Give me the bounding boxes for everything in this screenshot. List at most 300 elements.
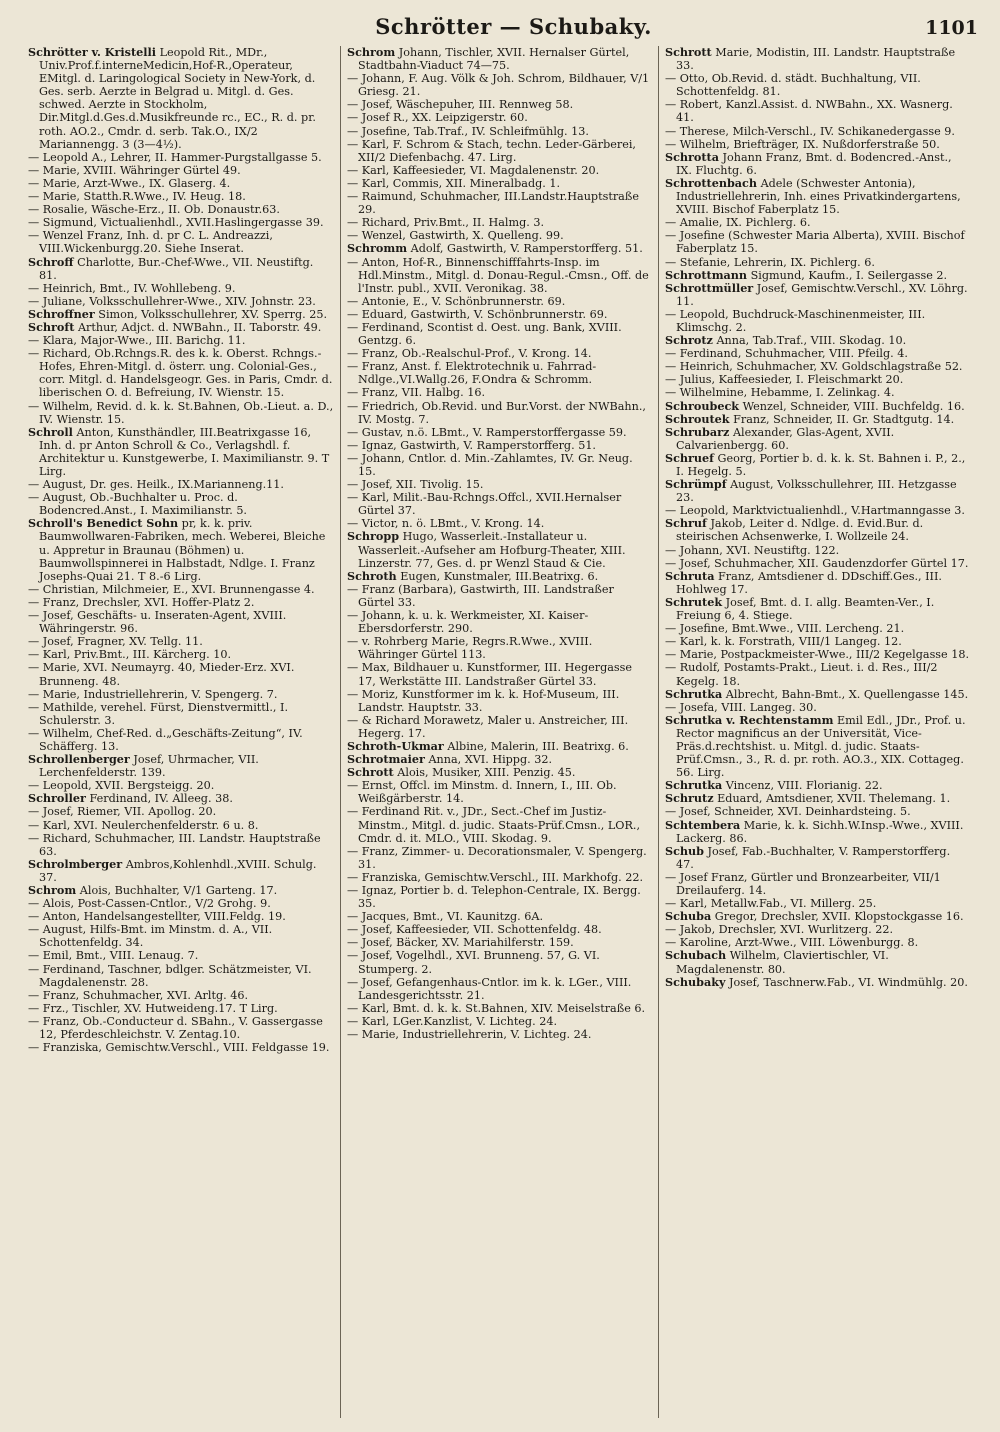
directory-entry xyxy=(665,98,970,124)
entry-details: — Josef, Bäcker, XV. Mariahilferstr. 159. xyxy=(347,936,574,950)
entry-details: — Franziska, Gemischtw.Verschl., III. Markhofg. 22. xyxy=(347,870,644,884)
directory-entry xyxy=(665,151,970,177)
directory-entry xyxy=(28,46,334,151)
entry-surname: Schrotta xyxy=(665,149,719,164)
entry-details: — Wenzel Franz, Inh. d. pr C. L. Andreazzi, VIII.Wickenburgg.20. Siehe Inserat. xyxy=(28,229,273,256)
entry-details: Anton, Kunsthändler, III.Beatrixgasse 16, Inh. d. pr Anton Schroll & Co., Verlagshdl. f. Architektur u. Kunstgewerbe, I. Maximilianstr. 9. T Lirg. xyxy=(39,425,330,478)
entry-details: Marie, Modistin, III. Landstr. Hauptstraße 33. xyxy=(676,46,956,73)
directory-entry xyxy=(347,491,652,517)
directory-entry xyxy=(665,504,970,517)
entry-details: — Ferdinand, Taschner, bdlger. Schätzmeister, VI. Magdalenenstr. 28. xyxy=(28,962,312,989)
entry-details: — Christian, Milchmeier, E., XVI. Brunnengasse 4. xyxy=(28,582,315,596)
entry-details: — Karoline, Arzt-Wwe., VIII. Löwenburgg. 8. xyxy=(665,936,919,950)
entry-details: — Marie, Postpackmeister-Wwe., III/2 Kegelgasse 18. xyxy=(665,648,970,662)
entry-details: — Josefine, Bmt.Wwe., VIII. Lercheng. 21. xyxy=(665,622,905,636)
entry-details: — Karl, Milit.-Bau-Rchngs.Offcl., XVII.Hernalser Gürtel 37. xyxy=(347,491,622,518)
directory-entry xyxy=(28,1015,334,1041)
entry-details: Alois, Musiker, XIII. Penzig. 45. xyxy=(397,766,576,780)
directory-entry xyxy=(665,570,970,596)
entry-details: — Franz, Anst. f. Elektrotechnik u. Fahrrad-Ndlge.,VI.Wallg.26, F.Ondra & Schromm. xyxy=(347,360,597,387)
directory-entry xyxy=(28,400,334,426)
directory-entry xyxy=(28,923,334,949)
entry-details: — Antonie, E., V. Schönbrunnerstr. 69. xyxy=(347,294,566,308)
entry-details: — Friedrich, Ob.Revid. und Bur.Vorst. der NWBahn., IV. Mostg. 7. xyxy=(347,399,646,426)
directory-entry xyxy=(28,805,334,818)
entry-surname: Schruf xyxy=(665,516,707,531)
entry-details: Josef, Uhrmacher, VII. Lerchenfelderstr. 139. xyxy=(39,753,259,780)
entry-details: Anna, XVI. Hippg. 32. xyxy=(428,753,553,767)
entry-details: — Jacques, Bmt., VI. Kaunitzg. 6A. xyxy=(347,910,544,924)
entry-surname: Schtembera xyxy=(665,817,741,832)
directory-entry xyxy=(347,661,652,687)
entry-surname: Schruta xyxy=(665,568,715,583)
entry-details: — Ernst, Offcl. im Minstm. d. Innern, I., III. Ob. Weißgärberstr. 14. xyxy=(347,779,617,806)
entry-details: — Ferdinand Rit. v., JDr., Sect.-Chef im Justiz-Minstm., Mitgl. d. judic. Staats-Prüf.Cmsn., LOR., Cmdr. d. it. MLO., VIII. Skodag. 9. xyxy=(347,805,641,845)
entry-details: Josef, Gemischtw.Verschl., XV. Löhrg. 11. xyxy=(676,281,968,308)
directory-entry xyxy=(665,976,970,989)
directory-entry xyxy=(665,819,970,845)
entry-details: — Franz, Ob.-Realschul-Prof., V. Krong. 14. xyxy=(347,347,592,361)
directory-entry xyxy=(347,321,652,347)
entry-details: — Rosalie, Wäsche-Erz., II. Ob. Donaustr.63. xyxy=(28,203,280,217)
directory-entry xyxy=(28,635,334,648)
entry-surname: Schrottmüller xyxy=(665,280,754,295)
directory-entry xyxy=(28,819,334,832)
entry-details: — Leopold, Buchdruck-Maschinenmeister, III. Klimschg. 2. xyxy=(665,307,926,334)
directory-entry xyxy=(28,897,334,910)
entry-details: — Eduard, Gastwirth, V. Schönbrunnerstr. 69. xyxy=(347,307,608,321)
entry-details: — Moriz, Kunstformer im k. k. Hof-Museum, III. Landstr. Hauptstr. 33. xyxy=(347,687,620,714)
entry-surname: Schrolmberger xyxy=(28,856,123,871)
directory-entry xyxy=(28,1041,334,1054)
directory-entry xyxy=(665,373,970,386)
directory-entry xyxy=(665,334,970,347)
directory-entry xyxy=(347,360,652,386)
entry-details: — Johann, Cntlor. d. Min.-Zahlamtes, IV. Gr. Neug. 15. xyxy=(347,451,633,478)
directory-entry xyxy=(665,452,970,478)
directory-entry xyxy=(347,308,652,321)
directory-entry xyxy=(28,910,334,923)
entry-details: — Karl, k. k. Forstrath, VIII/1 Langeg. 12. xyxy=(665,635,902,649)
directory-entry xyxy=(665,688,970,701)
entry-surname: Schroff xyxy=(28,254,74,269)
entry-surname: Schroth-Ukmar xyxy=(347,738,444,753)
entry-details: Jakob, Leiter d. Ndlge. d. Evid.Bur. d. steirischen Achsenwerke, I. Wollzeile 24. xyxy=(676,517,924,544)
running-title: Schrötter — Schubaky. xyxy=(375,14,652,39)
entry-details: — August, Dr. ges. Heilk., IX.Marianneng.11. xyxy=(28,478,284,492)
entry-details: — Max, Bildhauer u. Kunstformer, III. Hegergasse 17, Werkstätte III. Landstraßer Gürtel 33. xyxy=(347,661,633,688)
entry-details: Josef, Bmt. d. I. allg. Beamten-Ver., I. Freiung 6, 4. Stiege. xyxy=(676,595,935,623)
entry-details: Albrecht, Bahn-Bmt., X. Quellengasse 145. xyxy=(725,687,969,701)
entry-surname: Schrutka v. Rechtenstamm xyxy=(665,712,834,727)
directory-entry xyxy=(347,46,652,72)
directory-entry xyxy=(665,845,970,871)
entry-details: Alexander, Glas-Agent, XVII. Calvarienbergg. 60. xyxy=(676,425,895,452)
entry-details: — Josefine (Schwester Maria Alberta), XVIII. Bischof Faberplatz 15. xyxy=(665,229,965,256)
entry-details: — Marie, XVIII. Währinger Gürtel 49. xyxy=(28,163,241,177)
directory-entry xyxy=(347,386,652,399)
entry-details: — Karl, Priv.Bmt., III. Kärcherg. 10. xyxy=(28,648,232,662)
entry-surname: Schrutka xyxy=(665,778,723,793)
entry-details: — Franz, Drechsler, XVI. Hoffer-Platz 2. xyxy=(28,595,255,609)
directory-entry xyxy=(28,949,334,962)
entry-details: — Karl, Commis, XII. Mineralbadg. 1. xyxy=(347,176,561,190)
entry-surname: Schrotz xyxy=(665,333,713,348)
directory-entry xyxy=(28,334,334,347)
directory-entry xyxy=(28,229,334,255)
entry-details: — Anton, Handelsangestellter, VIII.Feldg. 19. xyxy=(28,910,286,924)
directory-entry xyxy=(665,923,970,936)
directory-entry xyxy=(347,688,652,714)
directory-entry xyxy=(347,570,652,583)
directory-entry xyxy=(665,216,970,229)
entry-details: — Johann, k. u. k. Werkmeister, XI. Kaiser-Ebersdorferstr. 290. xyxy=(347,609,589,636)
entry-details: — Julius, Kaffeesieder, I. Fleischmarkt 20. xyxy=(665,373,904,387)
directory-entry xyxy=(28,478,334,491)
entry-surname: Schromm xyxy=(347,241,408,256)
directory-entry xyxy=(665,229,970,255)
directory-entry xyxy=(665,46,970,72)
entry-details: Marie, k. k. Sichh.W.Insp.-Wwe., XVIII. Lackerg. 86. xyxy=(676,818,964,845)
entry-details: — Heinrich, Schuhmacher, XV. Goldschlagstraße 52. xyxy=(665,360,963,374)
directory-entry xyxy=(28,151,334,164)
entry-details: Georg, Portier b. d. k. k. St. Bahnen i. P., 2., I. Hegelg. 5. xyxy=(676,451,966,478)
directory-entry xyxy=(665,544,970,557)
entry-surname: Schroll's Benedict Sohn xyxy=(28,516,179,531)
directory-entry xyxy=(28,858,334,884)
directory-entry xyxy=(28,282,334,295)
columns xyxy=(22,46,978,1418)
entry-details: — Marie, Industriellehrerin, V. Lichteg. 24. xyxy=(347,1028,592,1042)
directory-entry xyxy=(347,164,652,177)
entry-details: — Karl, Metallw.Fab., VI. Millerg. 25. xyxy=(665,897,877,911)
entry-surname: Schuba xyxy=(665,909,712,924)
entry-details: Gregor, Drechsler, XVII. Klopstockgasse 16. xyxy=(714,910,964,924)
column-right xyxy=(658,46,976,1418)
entry-details: — & Richard Morawetz, Maler u. Anstreicher, III. Hegerg. 17. xyxy=(347,713,629,740)
directory-entry xyxy=(347,138,652,164)
entry-details: August, Volksschullehrer, III. Hetzgasse 23. xyxy=(676,478,957,505)
entry-details: — Johann, F. Aug. Völk & Joh. Schrom, Bildhauer, V/1 Griesg. 21. xyxy=(347,72,650,99)
entry-details: — Franz (Barbara), Gastwirth, III. Landstraßer Gürtel 33. xyxy=(347,582,614,609)
entry-details: Albine, Malerin, III. Beatrixg. 6. xyxy=(447,739,629,753)
entry-details: pr, k. k. priv. Baumwollwaren-Fabriken, mech. Weberei, Bleiche u. Appretur in Braunau (Böhmen) u. Baumwollspinnerei in Halbstadt, Ndlge. I. Franz Josephs-Quai 21. T 8.-6 Lirg. xyxy=(39,517,326,583)
directory-entry xyxy=(347,256,652,295)
directory-entry xyxy=(28,792,334,805)
directory-entry xyxy=(347,766,652,779)
entry-details: — Karl, Bmt. d. k. k. St.Bahnen, XIV. Meiselstraße 6. xyxy=(347,1001,646,1015)
directory-entry xyxy=(28,609,334,635)
directory-entry xyxy=(347,242,652,255)
entry-details: — Wenzel, Gastwirth, X. Quelleng. 99. xyxy=(347,229,564,243)
entry-surname: Schroll xyxy=(28,424,73,439)
directory-entry xyxy=(347,845,652,871)
entry-surname: Schrom xyxy=(347,46,396,59)
entry-surname: Schubaky xyxy=(665,974,726,989)
directory-entry xyxy=(28,426,334,478)
directory-entry xyxy=(28,832,334,858)
directory-entry xyxy=(28,164,334,177)
directory-entry xyxy=(28,884,334,897)
directory-entry xyxy=(665,949,970,975)
entry-details: — Josef R., XX. Leipzigerstr. 60. xyxy=(347,111,528,125)
directory-entry xyxy=(347,347,652,360)
entry-details: Franz, Amtsdiener d. DDschiff.Ges., III. Hohlweg 17. xyxy=(676,569,942,596)
page-number: 1101 xyxy=(925,17,978,39)
entry-details: — Robert, Kanzl.Assist. d. NWBahn., XX. Wasnerg. 41. xyxy=(665,98,953,125)
entry-details: — Alois, Post-Cassen-Cntlor., V/2 Grohg. 9. xyxy=(28,897,271,911)
directory-entry xyxy=(347,1002,652,1015)
entry-details: Sigmund, Kaufm., I. Seilergasse 2. xyxy=(750,268,948,282)
directory-entry xyxy=(28,661,334,687)
entry-details: — Franziska, Gemischtw.Verschl., VIII. Feldgasse 19. xyxy=(28,1041,330,1055)
directory-entry xyxy=(28,256,334,282)
entry-details: Emil Edl., JDr., Prof. u. Rector magnificus an der Universität, Vice-Präs.d.rechtshist. u. Mitgl. d. judic. Staats-Prüf.Cmsn., 3., R. d. pr. roth. AO.3., XIX. Cottageg. 56. Lirg. xyxy=(676,713,966,780)
entry-details: Josef, Fab.-Buchhalter, V. Ramperstorfferg. 47. xyxy=(676,844,951,871)
entry-details: — Frz., Tischler, XV. Hutweideng.17. T Lirg. xyxy=(28,1001,278,1015)
entry-details: — Mathilde, verehel. Fürst, Dienstvermittl., I. Schulerstr. 3. xyxy=(28,700,289,727)
entry-details: — Josef, Schuhmacher, XII. Gaudenzdorfer Gürtel 17. xyxy=(665,556,969,570)
entry-details: — Josefa, VIII. Langeg. 30. xyxy=(665,700,817,714)
entry-details: — Josef, Geschäfts- u. Inseraten-Agent, XVIII. Währingerstr. 96. xyxy=(28,609,287,636)
entry-details: — Therese, Milch-Verschl., IV. Schikanedergasse 9. xyxy=(665,124,955,138)
directory-entry xyxy=(347,714,652,740)
entry-details: — Wilhelm, Chef-Red. d.„Geschäfts-Zeitung“, IV. Schäfferg. 13. xyxy=(28,726,303,753)
directory-entry xyxy=(347,871,652,884)
entry-details: — Karl, F. Schrom & Stach, techn. Leder-Gärberei, XII/2 Diefenbachg. 47. Lirg. xyxy=(347,137,636,164)
entry-details: Charlotte, Bur.-Chef-Wwe., VII. Neustiftg. 81. xyxy=(39,255,314,282)
directory-entry xyxy=(665,72,970,98)
entry-surname: Schrötter v. Kristelli xyxy=(28,46,156,59)
entry-surname: Schrottenbach xyxy=(665,175,757,190)
directory-entry xyxy=(347,635,652,661)
directory-entry xyxy=(665,871,970,897)
entry-details: Johann Franz, Bmt. d. Bodencred.-Anst., IX. Fluchtg. 6. xyxy=(676,150,952,177)
entry-details: — Wilhelm, Revid. d. k. k. St.Bahnen, Ob.-Lieut. a. D., IV. Wienstr. 15. xyxy=(28,399,334,426)
directory-entry xyxy=(665,177,970,216)
entry-surname: Schrümpf xyxy=(665,477,727,492)
entry-details: Simon, Volksschullehrer, XV. Sperrg. 25. xyxy=(98,307,328,321)
entry-details: Hugo, Wasserleit.-Installateur u. Wasserleit.-Aufseher am Hofburg-Theater, XIII. Linzerstr. 77, Ges. d. pr Wenzl Staud & Cie. xyxy=(358,530,626,570)
entry-details: Arthur, Adjct. d. NWBahn., II. Taborstr. 49. xyxy=(77,320,322,334)
entry-details: — Sigmund, Victualienhdl., XVII.Haslingergasse 39. xyxy=(28,216,324,230)
entry-details: — Raimund, Schuhmacher, III.Landstr.Hauptstraße 29. xyxy=(347,190,639,217)
entry-details: Ambros,Kohlenhdl.,XVIII. Schulg. 37. xyxy=(39,857,317,884)
directory-entry xyxy=(665,426,970,452)
entry-details: — Josefine, Tab.Traf., IV. Schleifmühlg. 13. xyxy=(347,124,589,138)
directory-entry xyxy=(347,125,652,138)
entry-details: — v. Rohrberg Marie, Regrs.R.Wwe., XVIII. Währinger Gürtel 113. xyxy=(347,635,593,662)
entry-details: — Josef Franz, Gürtler und Bronzearbeiter, VII/1 Dreilauferg. 14. xyxy=(665,870,941,897)
entry-details: — Karl, XVI. Neulerchenfelderstr. 6 u. 8. xyxy=(28,818,259,832)
directory-entry xyxy=(347,216,652,229)
entry-details: — Wilhelm, Briefträger, IX. Nußdorferstraße 50. xyxy=(665,137,940,151)
entry-surname: Schrott xyxy=(665,46,712,59)
directory-entry xyxy=(347,884,652,910)
directory-entry xyxy=(28,963,334,989)
directory-entry xyxy=(347,949,652,975)
entry-details: — Leopold A., Lehrer, II. Hammer-Purgstallgasse 5. xyxy=(28,150,322,164)
directory-entry xyxy=(347,530,652,569)
entry-details: — Josef, Gefangenhaus-Cntlor. im k. k. LGer., VIII. Landesgerichtsstr. 21. xyxy=(347,975,632,1002)
directory-entry xyxy=(347,400,652,426)
directory-entry xyxy=(347,936,652,949)
entry-details: — Richard, Ob.Rchngs.R. des k. k. Oberst. Rchngs.-Hofes, Ehren-Mitgl. d. österr. ung. Colonial-Ges., corr. Mitgl. d. Handelsgeogr. Ges. in Paris, Cmdr. d. liberischen O. d. Befreiung, IV. Wienstr. 15. xyxy=(28,347,333,400)
entry-surname: Schubach xyxy=(665,948,727,963)
directory-entry xyxy=(347,805,652,844)
entry-details: — Leopold, XVII. Bergsteigg. 20. xyxy=(28,779,215,793)
entry-surname: Schrutek xyxy=(665,594,723,609)
entry-details: — Gustav, n.ö. LBmt., V. Ramperstorffergasse 59. xyxy=(347,425,627,439)
entry-details: — Marie, Industriellehrerin, V. Spengerg. 7. xyxy=(28,687,278,701)
entry-surname: Schrollenberger xyxy=(28,752,130,767)
entry-details: Vincenz, VIII. Florianig. 22. xyxy=(725,779,883,793)
entry-surname: Schrottmann xyxy=(665,267,748,282)
entry-details: — Heinrich, Bmt., IV. Wohllebeng. 9. xyxy=(28,281,236,295)
directory-entry xyxy=(347,923,652,936)
directory-entry xyxy=(28,688,334,701)
entry-details: Alois, Buchhalter, V/1 Garteng. 17. xyxy=(79,884,278,897)
directory-entry xyxy=(665,347,970,360)
directory-entry xyxy=(665,125,970,138)
entry-details: — Karl, LGer.Kanzlist, V. Lichteg. 24. xyxy=(347,1014,557,1028)
entry-details: — Amalie, IX. Pichlerg. 6. xyxy=(665,216,811,230)
directory-entry xyxy=(347,439,652,452)
directory-entry xyxy=(665,792,970,805)
directory-entry xyxy=(665,308,970,334)
entry-details: — Marie, Arzt-Wwe., IX. Glaserg. 4. xyxy=(28,176,231,190)
entry-details: — Emil, Bmt., VIII. Lenaug. 7. xyxy=(28,949,199,963)
entry-details: — Rudolf, Postamts-Prakt., Lieut. i. d. Res., III/2 Kegelg. 18. xyxy=(665,661,938,688)
entry-details: Franz, Schneider, II. Gr. Stadtgutg. 14. xyxy=(733,412,955,426)
entry-surname: Schrubarz xyxy=(665,424,730,439)
entry-details: — Marie, XVI. Neumayrg. 40, Mieder-Erz. XVI. Brunneng. 48. xyxy=(28,661,295,688)
entry-surname: Schrom xyxy=(28,883,77,897)
entry-details: — Richard, Priv.Bmt., II. Halmg. 3. xyxy=(347,216,545,230)
entry-details: Adolf, Gastwirth, V. Ramperstorfferg. 51. xyxy=(410,242,643,256)
directory-entry xyxy=(28,321,334,334)
directory-entry xyxy=(347,426,652,439)
entry-details: — Stefanie, Lehrerin, IX. Pichlerg. 6. xyxy=(665,255,875,269)
entry-details: — Anton, Hof-R., Binnenschifffahrts-Insp. im Hdl.Minstm., Mitgl. d. Donau-Regul.-Cmsn., Off. de l'Instr. publ., XVII. Veronikag. 38. xyxy=(347,255,649,295)
directory-entry xyxy=(347,111,652,124)
entry-surname: Schrutz xyxy=(665,791,714,806)
directory-entry xyxy=(28,177,334,190)
directory-entry xyxy=(347,583,652,609)
entry-surname: Schroffner xyxy=(28,306,95,321)
entry-details: Wilhelm, Claviertischler, VI. Magdalenenstr. 80. xyxy=(676,949,889,976)
directory-entry xyxy=(347,190,652,216)
entry-surname: Schrott xyxy=(347,765,394,780)
page-header xyxy=(22,14,978,40)
directory-entry xyxy=(665,478,970,504)
directory-entry xyxy=(665,910,970,923)
directory-entry xyxy=(28,596,334,609)
entry-details: Ferdinand, IV. Alleeg. 38. xyxy=(89,792,233,806)
directory-entry xyxy=(665,622,970,635)
directory-entry xyxy=(347,779,652,805)
entry-details: — Wilhelmine, Hebamme, I. Zelinkag. 4. xyxy=(665,386,895,400)
directory-entry xyxy=(28,648,334,661)
entry-details: Anna, Tab.Traf., VIII. Skodag. 10. xyxy=(716,334,907,348)
entry-details: — August, Hilfs-Bmt. im Minstm. d. A., VII. Schottenfeldg. 34. xyxy=(28,923,273,950)
directory-entry xyxy=(347,910,652,923)
directory-entry xyxy=(28,347,334,399)
entry-details: — Johann, XVI. Neustiftg. 122. xyxy=(665,543,840,557)
entry-details: — Richard, Schuhmacher, III. Landstr. Hauptstraße 63. xyxy=(28,831,321,858)
directory-entry xyxy=(28,203,334,216)
entry-details: — Karl, Kaffeesieder, VI. Magdalenenstr. 20. xyxy=(347,163,600,177)
entry-details: Wenzel, Schneider, VIII. Buchfeldg. 16. xyxy=(742,399,965,413)
directory-entry xyxy=(28,583,334,596)
directory-entry xyxy=(28,727,334,753)
entry-surname: Schrotmaier xyxy=(347,752,425,767)
directory-entry xyxy=(28,753,334,779)
entry-details: — Josef, Wäschepuher, III. Rennweg 58. xyxy=(347,98,574,112)
entry-details: — Victor, n. ö. LBmt., V. Krong. 14. xyxy=(347,517,545,531)
entry-details: — Franz, Schuhmacher, XVI. Arltg. 46. xyxy=(28,988,249,1002)
column-middle xyxy=(340,46,658,1418)
entry-details: — Josef, Kaffeesieder, VII. Schottenfeldg. 48. xyxy=(347,923,602,937)
directory-entry xyxy=(665,635,970,648)
entry-details: — Leopold, Marktvictualienhdl., V.Hartmanngasse 3. xyxy=(665,504,965,518)
entry-details: — Josef, Riemer, VII. Apollog. 20. xyxy=(28,805,217,819)
entry-details: — Franz, VII. Halbg. 16. xyxy=(347,386,485,400)
entry-details: Josef, Taschnerw.Fab., VI. Windmühlg. 20. xyxy=(729,975,968,989)
directory-entry xyxy=(665,596,970,622)
directory-entry xyxy=(28,517,334,582)
entry-details: — Ferdinand, Schuhmacher, VIII. Pfeilg. 4. xyxy=(665,347,908,361)
entry-details: — Klara, Major-Wwe., III. Barichg. 11. xyxy=(28,334,246,348)
directory-entry xyxy=(665,648,970,661)
directory-entry xyxy=(347,72,652,98)
entry-details: Eugen, Kunstmaler, III.Beatrixg. 6. xyxy=(400,569,599,583)
entry-details: — Josef, Vogelhdl., XVI. Brunneng. 57, G. VI. Stumperg. 2. xyxy=(347,949,600,976)
entry-surname: Schroller xyxy=(28,791,86,806)
directory-entry xyxy=(347,976,652,1002)
directory-entry xyxy=(347,609,652,635)
directory-entry xyxy=(28,1002,334,1015)
entry-details: — Franz, Zimmer- u. Decorationsmaler, V. Spengerg. 31. xyxy=(347,844,647,871)
entry-details: — Juliane, Volksschullehrer-Wwe., XIV. Johnstr. 23. xyxy=(28,294,316,308)
directory-entry xyxy=(28,190,334,203)
entry-details: — Josef, XII. Tivolig. 15. xyxy=(347,478,484,492)
entry-details: Eduard, Amtsdiener, XVII. Thelemang. 1. xyxy=(717,792,951,806)
entry-surname: Schub xyxy=(665,843,704,858)
entry-details: — Jakob, Drechsler, XVI. Wurlitzerg. 22. xyxy=(665,923,894,937)
directory-entry xyxy=(28,216,334,229)
entry-details: — Franz, Ob.-Conducteur d. SBahn., V. Gassergasse 12, Pferdeschleichstr. V. Zentag.10. xyxy=(28,1014,323,1042)
entry-surname: Schrutka xyxy=(665,686,723,701)
entry-details: Adele (Schwester Antonia), Industriellehrerin, Inh. eines Privatkindergartens, XVIII. Bischof Faberplatz 15. xyxy=(676,176,961,217)
directory-entry xyxy=(665,661,970,687)
directory-entry xyxy=(347,1028,652,1041)
entry-details: Johann, Tischler, XVII. Hernalser Gürtel, Stadtbahn-Viaduct 74—75. xyxy=(358,46,630,73)
entry-surname: Schruef xyxy=(665,450,714,465)
directory-entry xyxy=(665,360,970,373)
entry-details: — Ignaz, Portier b. d. Telephon-Centrale, IX. Bergg. 35. xyxy=(347,884,641,911)
directory-entry xyxy=(347,452,652,478)
entry-details: — Otto, Ob.Revid. d. städt. Buchhaltung, VII. Schottenfeldg. 81. xyxy=(665,72,921,99)
directory-entry xyxy=(347,295,652,308)
directory-entry xyxy=(665,714,970,779)
entry-surname: Schroft xyxy=(28,319,75,334)
entry-details: — Josef, Schneider, XVI. Deinhardsteing. 5. xyxy=(665,805,911,819)
directory-entry xyxy=(28,491,334,517)
entry-details: — Josef, Fragner, XV. Tellg. 11. xyxy=(28,635,203,649)
entry-surname: Schroubeck xyxy=(665,398,740,413)
entry-details: Leopold Rit., MDr., Univ.Prof.f.interneMedicin,Hof-R.,Operateur, EMitgl. d. Laringological Society in New-York, d. Ges. serb. Aerzte in Belgrad u. Mitgl. d. Ges. schwed. Aerzte in Stockholm, Dir.Mitgl.d.Ges.d.Musikfreunde rc., EC., R. d. pr. roth. AO.2., Cmdr. d. serb. Tak.O., IX/2 Mariannengg. 3 (3—4½). xyxy=(39,46,316,151)
